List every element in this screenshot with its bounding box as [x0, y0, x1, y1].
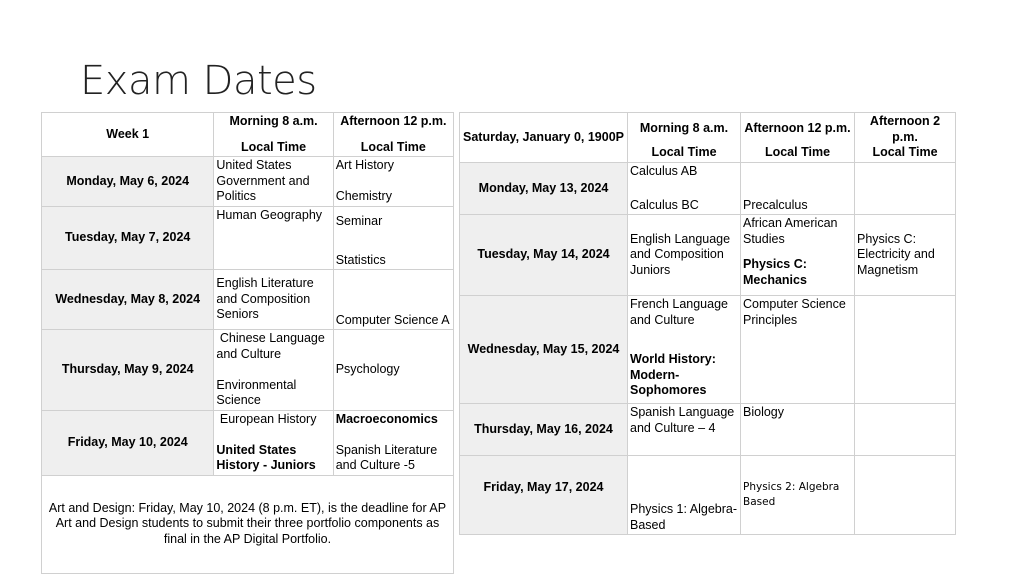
afternoon-header: Afternoon 12 p.m. Local Time — [741, 113, 855, 163]
page-title: Exam Dates — [80, 58, 317, 104]
day-cell: Friday, May 10, 2024 — [42, 410, 214, 475]
morning-header: Morning 8 a.m. Local Time — [628, 113, 741, 163]
exam-cell: United States Government and Politics — [214, 157, 333, 207]
afternoon-header: Afternoon 12 p.m. Local Time — [333, 113, 453, 157]
exam-cell: Chinese Language and Culture Environmental Science — [214, 330, 333, 411]
table-row — [460, 215, 956, 296]
day-cell: Monday, May 6, 2024 — [42, 157, 214, 207]
table-row — [460, 296, 956, 404]
day-cell: Wednesday, May 15, 2024 — [460, 296, 628, 404]
week1-table — [41, 112, 454, 574]
day-cell: Tuesday, May 14, 2024 — [460, 215, 628, 296]
week-label: Saturday, January 0, 1900P — [460, 113, 628, 163]
exam-cell: Human Geography — [214, 206, 333, 270]
table-row — [460, 404, 956, 456]
table-row — [42, 330, 454, 411]
exam-cell: European History United States History - Juniors — [214, 410, 333, 475]
exam-cell: Precalculus — [741, 163, 855, 215]
week-label: Week 1 — [42, 113, 214, 157]
exam-cell — [855, 404, 956, 456]
day-cell: Tuesday, May 7, 2024 — [42, 206, 214, 270]
exam-cell — [855, 296, 956, 404]
day-cell: Thursday, May 9, 2024 — [42, 330, 214, 411]
morning-header: Morning 8 a.m. Local Time — [214, 113, 333, 157]
header-row — [42, 113, 454, 157]
exam-cell: Physics 1: Algebra-Based — [628, 456, 741, 535]
table-row — [42, 157, 454, 207]
table-row — [42, 206, 454, 270]
exam-cell: Physics 2: Algebra Based — [741, 456, 855, 535]
day-cell: Thursday, May 16, 2024 — [460, 404, 628, 456]
exam-cell: Physics C: Electricity and Magnetism — [855, 215, 956, 296]
exam-cell: Art History Chemistry — [333, 157, 453, 207]
note-row — [42, 475, 454, 573]
day-cell: Wednesday, May 8, 2024 — [42, 270, 214, 330]
exam-cell — [855, 163, 956, 215]
exam-cell: Calculus AB Calculus BC — [628, 163, 741, 215]
exam-cell: Computer Science A — [333, 270, 453, 330]
exam-cell: Psychology — [333, 330, 453, 411]
exam-cell: Seminar Statistics — [333, 206, 453, 270]
exam-cell: Macroeconomics Spanish Literature and Culture -5 — [333, 410, 453, 475]
exam-cell: French Language and Culture World History: Modern- Sophomores — [628, 296, 741, 404]
table-row — [460, 456, 956, 535]
table-row — [42, 410, 454, 475]
header-row — [460, 113, 956, 163]
afternoon2-header: Afternoon 2 p.m. Local Time — [855, 113, 956, 163]
exam-cell: African American Studies Physics C: Mechanics — [741, 215, 855, 296]
day-cell: Monday, May 13, 2024 — [460, 163, 628, 215]
table-row — [460, 163, 956, 215]
exam-cell: Biology — [741, 404, 855, 456]
exam-cell: English Language and Composition Juniors — [628, 215, 741, 296]
exam-cell: English Literature and Composition Seniors — [214, 270, 333, 330]
exam-cell: Spanish Language and Culture – 4 — [628, 404, 741, 456]
art-design-note: Art and Design: Friday, May 10, 2024 (8 p.m. ET), is the deadline for AP Art and Design students to submit their three portfolio components as final in the AP Digital Portfolio. — [42, 475, 454, 573]
day-cell: Friday, May 17, 2024 — [460, 456, 628, 535]
table-row — [42, 270, 454, 330]
exam-cell: Computer Science Principles — [741, 296, 855, 404]
exam-cell — [855, 456, 956, 535]
week2-table — [459, 112, 956, 535]
